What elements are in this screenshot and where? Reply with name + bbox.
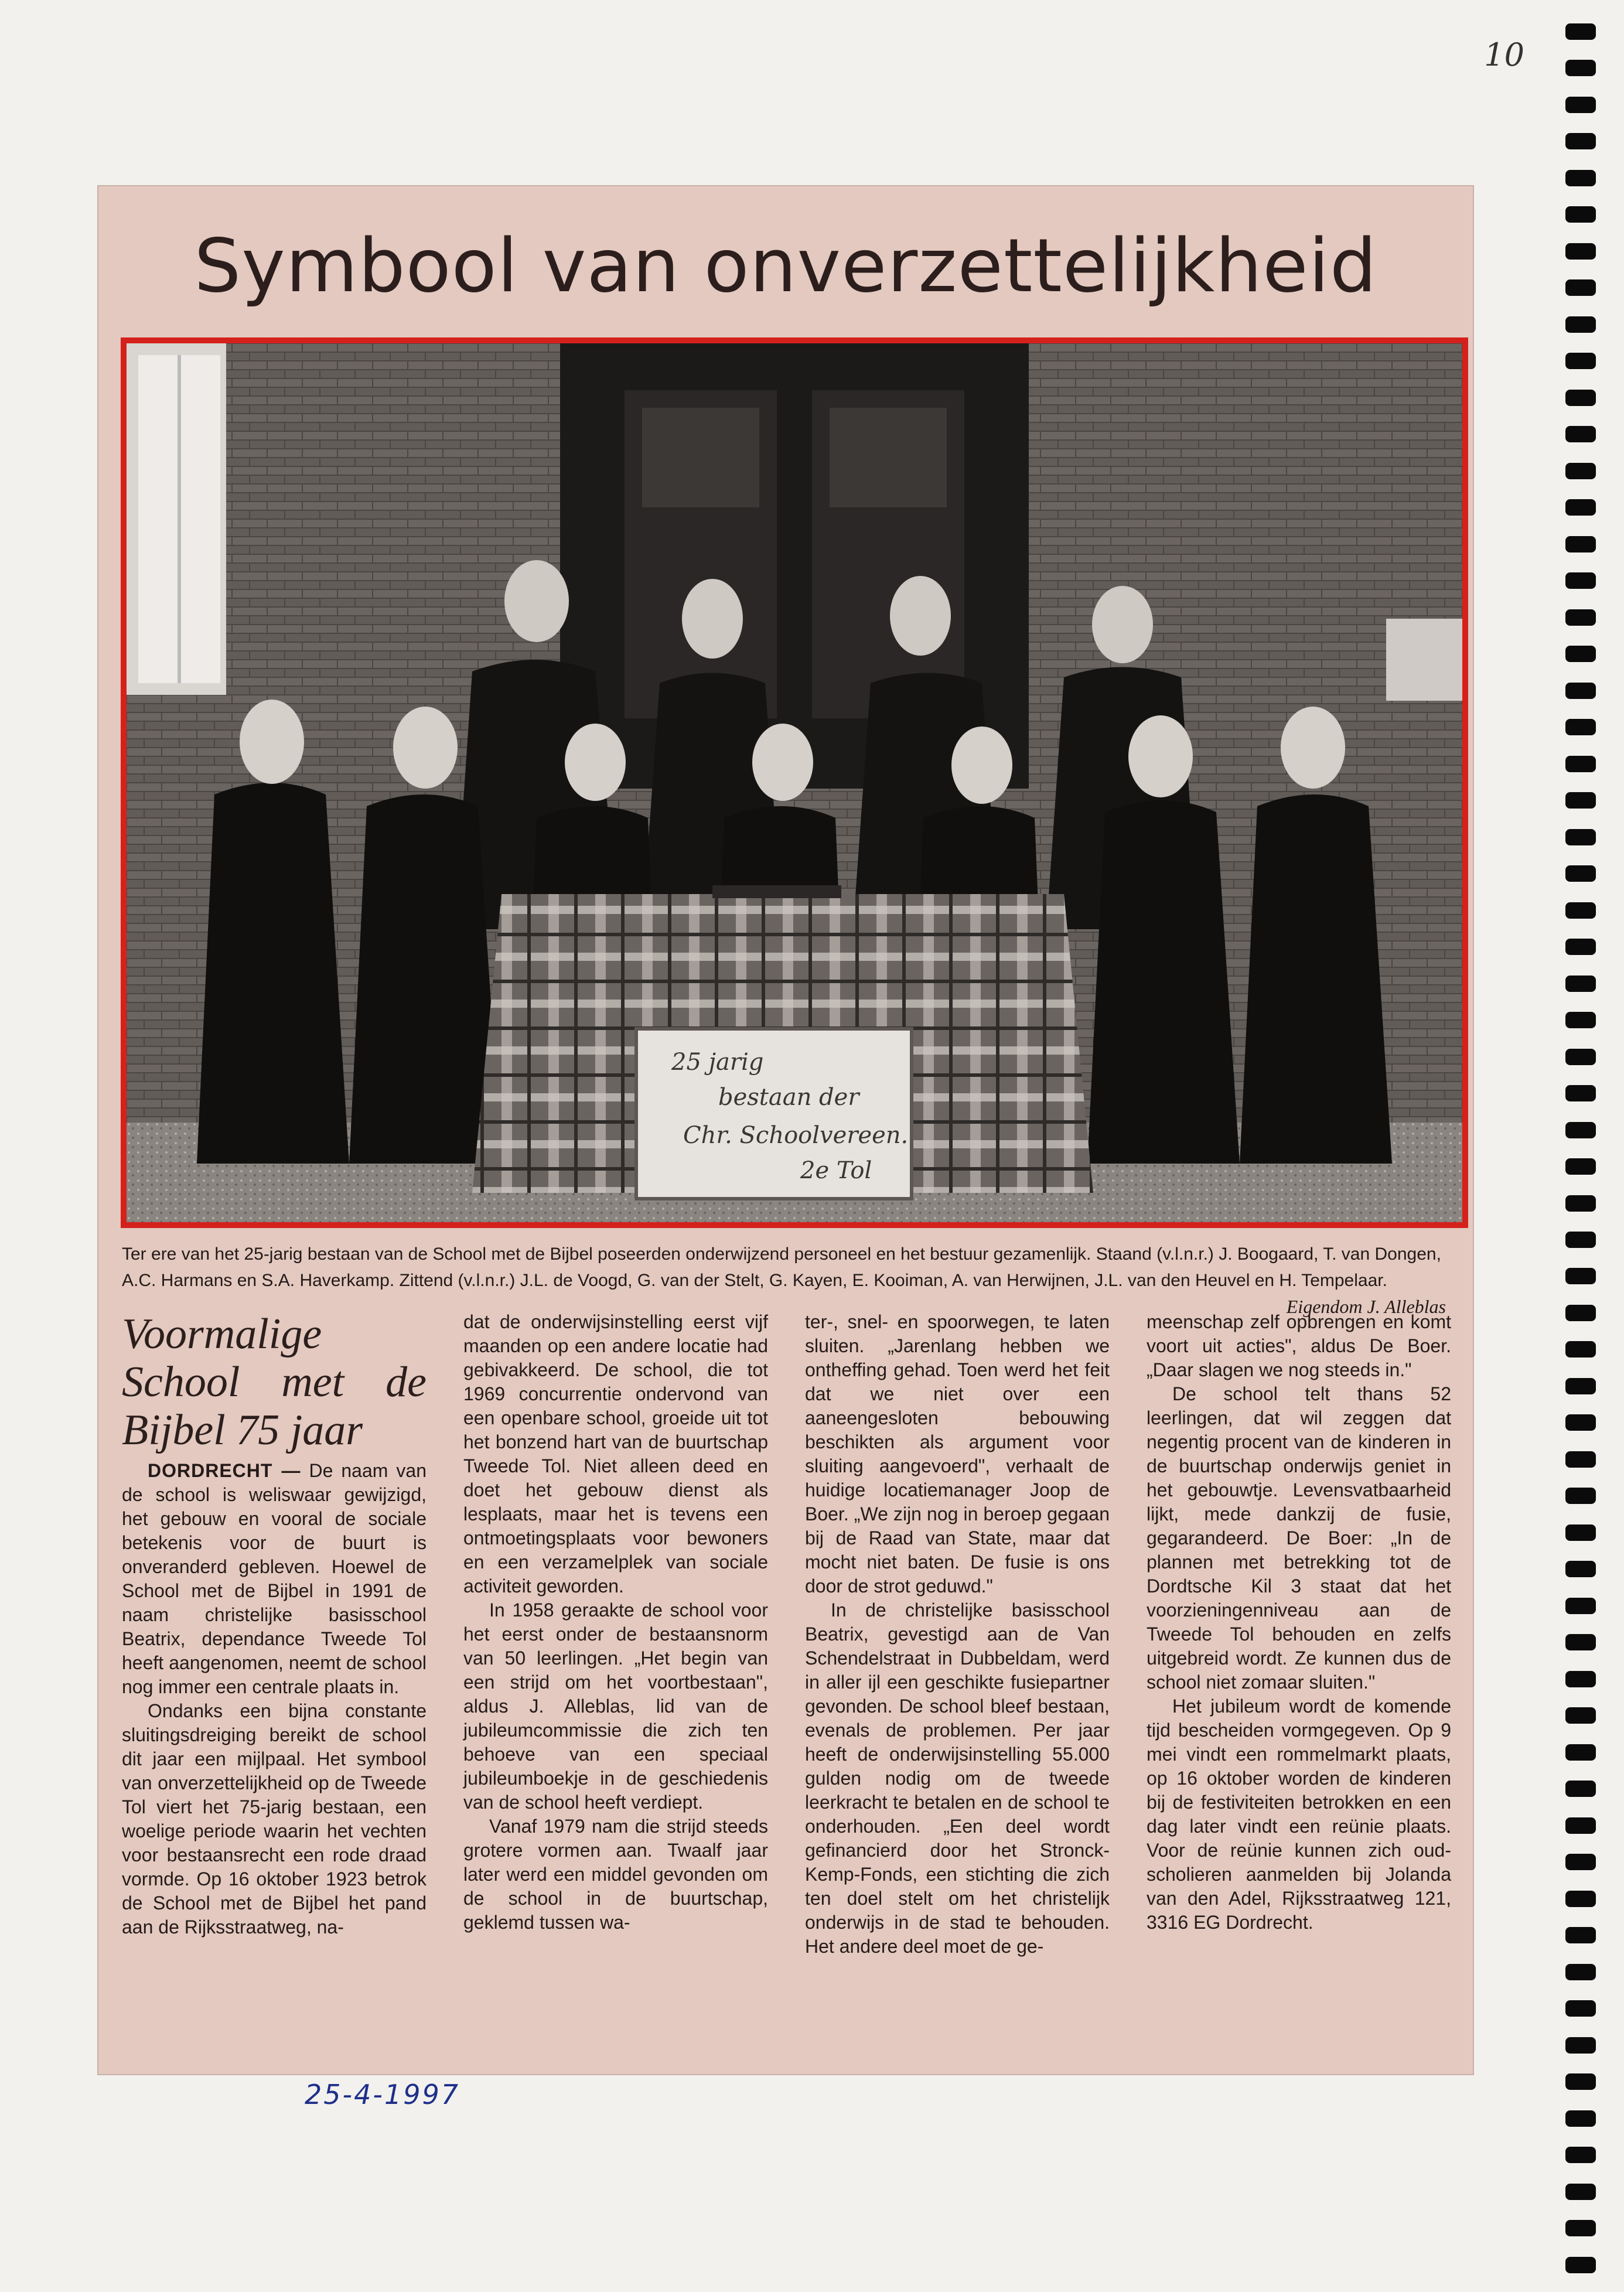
sign-line-2: bestaan der	[718, 1084, 859, 1111]
paragraph: De school telt thans 52 leerlingen, dat wil zeggen dat negentig procent van de kinderen in de buurtschap onderwijs geniet in het gebouwtje. Levensvatbaarheid lijkt, mede dankzij de fusie, gegarandeerd. De Boer: „In de plannen met betrekking tot de Dordtsche Kil 3 staat dat het voorzieningenniveau aan de Tweede Tol behouden en zelfs uitgebreid wordt. Ze kunnen dus de school niet zomaar sluiten."	[1147, 1383, 1451, 1693]
binding-hole	[1565, 133, 1596, 149]
binding-hole	[1565, 279, 1596, 296]
spiral-binding	[1565, 23, 1596, 2273]
binding-hole	[1565, 1927, 1596, 1943]
binding-hole	[1565, 902, 1596, 919]
binding-hole	[1565, 976, 1596, 992]
paragraph: In 1958 geraakte de school voor het eerst onder de bestaansnorm van 50 leerlingen. „Het begin van een strijd om het voortbestaan", aldus J. Alleblas, lid van de jubileumcommissie die zich ten behoeve van een speciaal jubileumboekje in de geschiedenis van de school heeft verdiept.	[463, 1599, 768, 1813]
binding-hole	[1565, 865, 1596, 882]
binding-hole	[1565, 1634, 1596, 1650]
binding-hole	[1565, 1707, 1596, 1724]
binding-hole	[1565, 1414, 1596, 1431]
binding-hole	[1565, 2037, 1596, 2054]
binding-hole	[1565, 2073, 1596, 2090]
binding-hole	[1565, 1781, 1596, 1797]
handwritten-date: 25-4-1997	[305, 2079, 460, 2110]
binding-hole	[1565, 2000, 1596, 2017]
binding-hole	[1565, 1854, 1596, 1870]
binding-hole	[1565, 1232, 1596, 1248]
caption-text: Ter ere van het 25-jarig bestaan van de School met de Bijbel poseerden onderwijzend personeel en het bestuur gezamenlijk. Staand (v.l.n.r.) J. Boogaard, T. van Dongen, A.C. Harmans en S.A. Haverkamp. Zittend (v.l.n.r.) J.L. de Voogd, G. van der Stelt, G. Kayen, E. Kooiman, A. van Herwijnen, J.L. van den Heuvel en H. Tempelaar.	[122, 1244, 1441, 1290]
paragraph: De naam van de school is weliswaar gewijzigd, het gebouw en vooral de sociale betekenis voor de buurt is onveranderd gebleven. Hoewel de School met de Bijbel in 1991 de naam christelijke basisschool Beatrix, dependance Tweede Tol heeft aangenomen, neemt de school nog immer een centrale plaats in.	[122, 1460, 427, 1697]
binding-hole	[1565, 353, 1596, 369]
binding-hole	[1565, 499, 1596, 516]
binding-hole	[1565, 829, 1596, 845]
binding-hole	[1565, 1561, 1596, 1577]
binding-hole	[1565, 170, 1596, 186]
binding-hole	[1565, 1122, 1596, 1138]
binding-hole	[1565, 1524, 1596, 1541]
binding-hole	[1565, 463, 1596, 479]
sign-line-1: 25 jarig	[671, 1049, 764, 1076]
binding-hole	[1565, 1341, 1596, 1358]
binding-hole	[1565, 1451, 1596, 1468]
binding-hole	[1565, 60, 1596, 76]
binding-hole	[1565, 756, 1596, 772]
article-column-2	[463, 1310, 768, 1935]
article-column-4	[1147, 1310, 1451, 1935]
binding-hole	[1565, 1744, 1596, 1761]
binding-hole	[1565, 1817, 1596, 1834]
binding-hole	[1565, 1891, 1596, 1907]
binding-hole	[1565, 1671, 1596, 1687]
binding-hole	[1565, 792, 1596, 809]
paragraph: Vanaf 1979 nam die strijd steeds grotere vormen aan. Twaalf jaar later werd een middel gevonden om de school in de buurtschap, geklemd tussen wa-	[463, 1816, 768, 1933]
paragraph: ter-, snel- en spoorwegen, te laten sluiten. „Jarenlang hebben we ontheffing gehad. Toen werd het feit dat we niet over een aaneengesloten bebouwing beschikten als argument voor sluiting aangevoerd", verhaalt de huidige locatiemanager Joop de Boer. „We zijn nog in beroep gegaan bij de Raad van State, maar dat mocht niet baten. De fusie is ons door de strot geduwd."	[805, 1311, 1110, 1597]
binding-hole	[1565, 2184, 1596, 2200]
binding-hole	[1565, 1964, 1596, 1980]
paragraph: Ondanks een bijna constante sluitingsdreiging bereikt de school dit jaar een mijlpaal. Het symbool van onverzettelijkheid op de Tweede Tol viert het 75-jarig bestaan, een woelige periode waarin het vechten voor bestaansrecht een rode draad vormde. Op 16 oktober 1923 betrok de School met de Bijbel het pand aan de Rijksstraatweg, na-	[122, 1700, 427, 1938]
headline: Symbool van onverzettelijkheid	[194, 223, 1377, 309]
binding-hole	[1565, 2220, 1596, 2236]
page-number: 10	[1484, 36, 1524, 73]
paragraph: In de christelijke basisschool Beatrix, gevestigd aan de Van Schendelstraat in Dubbeldam, werd in aller ijl een geschikte fusiepartner gevonden. De school bleef bestaan, evenals de problemen. Per jaar heeft de onderwijsinstelling 55.000 gulden nodig om de tweede leerkracht te betalen en de school te onderhouden. „Een deel wordt gefinancierd door het Stronck-Kemp-Fonds, een stichting die zich ten doel stelt om het christelijk onderwijs in de stad te behouden. Het andere deel moet de ge-	[805, 1599, 1110, 1957]
binding-hole	[1565, 1305, 1596, 1321]
binding-hole	[1565, 1378, 1596, 1394]
article-kicker: Voormalige School met de Bijbel 75 jaar	[122, 1310, 427, 1454]
group-photo	[121, 337, 1468, 1228]
article-column-1	[122, 1310, 427, 1939]
binding-hole	[1565, 2257, 1596, 2273]
binding-hole	[1565, 719, 1596, 735]
binding-hole	[1565, 646, 1596, 662]
sign-line-3: Chr. Schoolvereen.	[683, 1122, 909, 1149]
sign-line-4: 2e Tol	[800, 1157, 872, 1184]
paragraph: meenschap zelf opbrengen en komt voort uit acties", aldus De Boer. „Daar slagen we nog steeds in."	[1147, 1311, 1451, 1380]
binding-hole	[1565, 1049, 1596, 1065]
binding-hole	[1565, 536, 1596, 552]
paragraph: Het jubileum wordt de komende tijd bescheiden vormgegeven. Op 9 mei vindt een rommelmarkt plaats, op 16 oktober worden de kinderen bij de festiviteiten betrokken en een dag later vindt een reünie plaats. Voor de reünie kunnen zich oud-scholieren aanmelden bij Jolanda van den Adel, Rijksstraatweg 121, 3316 EG Dordrecht.	[1147, 1696, 1451, 1933]
binding-hole	[1565, 206, 1596, 223]
binding-hole	[1565, 1195, 1596, 1212]
binding-hole	[1565, 1268, 1596, 1284]
binding-hole	[1565, 683, 1596, 699]
binding-hole	[1565, 1158, 1596, 1175]
article-column-3	[805, 1310, 1110, 1959]
binding-hole	[1565, 1488, 1596, 1504]
binding-hole	[1565, 426, 1596, 442]
paragraph: dat de onderwijsinstelling eerst vijf maanden op een andere locatie had gebivakkeerd. De school, die tot 1969 concurrentie ondervond van een openbare school, groeide uit tot het bonzend hart van de buurtschap Tweede Tol. Niet alleen deed en doet het gebouw dienst als lesplaats, maar het is tevens een ontmoetingsplaats voor bewoners en een verzamelplek van sociale activiteit geworden.	[463, 1311, 768, 1597]
newspaper-clipping	[98, 186, 1473, 2074]
binding-hole	[1565, 1598, 1596, 1614]
binding-hole	[1565, 2110, 1596, 2127]
binding-hole	[1565, 243, 1596, 260]
binding-hole	[1565, 97, 1596, 113]
binding-hole	[1565, 316, 1596, 333]
binding-hole	[1565, 609, 1596, 626]
photo-caption	[122, 1241, 1446, 1320]
binding-hole	[1565, 390, 1596, 406]
binding-hole	[1565, 1085, 1596, 1101]
dateline: DORDRECHT —	[148, 1460, 301, 1481]
binding-hole	[1565, 23, 1596, 40]
binding-hole	[1565, 572, 1596, 589]
photo-credit: Eigendom J. Alleblas	[1286, 1296, 1446, 1317]
binding-hole	[1565, 2147, 1596, 2163]
binding-hole	[1565, 1012, 1596, 1028]
article	[122, 1310, 1452, 2054]
binding-hole	[1565, 939, 1596, 955]
